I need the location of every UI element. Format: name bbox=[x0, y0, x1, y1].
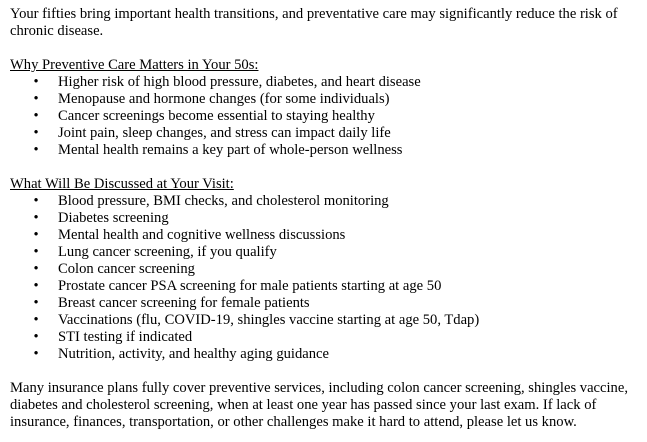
list-item-text: Mental health remains a key part of whole-person wellness bbox=[58, 142, 403, 158]
list-visit-discussion bbox=[10, 193, 639, 363]
list-item-text: Prostate cancer PSA screening for male patients starting at age 50 bbox=[58, 278, 442, 294]
list-item-text: Higher risk of high blood pressure, diabetes, and heart disease bbox=[58, 74, 421, 90]
bullet-icon: • bbox=[33, 74, 39, 90]
list-item bbox=[10, 244, 639, 261]
list-item bbox=[10, 210, 639, 227]
list-item-text: Mental health and cognitive wellness discussions bbox=[58, 227, 346, 243]
list-item-text: Nutrition, activity, and healthy aging guidance bbox=[58, 346, 329, 362]
list-item-text: Menopause and hormone changes (for some individuals) bbox=[58, 91, 390, 107]
list-item bbox=[10, 142, 639, 159]
list-item bbox=[10, 125, 639, 142]
bullet-icon: • bbox=[33, 278, 39, 294]
list-item bbox=[10, 278, 639, 295]
list-item bbox=[10, 193, 639, 210]
section-heading-why-preventive-care: Why Preventive Care Matters in Your 50s: bbox=[10, 57, 259, 73]
list-item-text: Colon cancer screening bbox=[58, 261, 195, 277]
bullet-icon: • bbox=[33, 261, 39, 277]
bullet-icon: • bbox=[33, 244, 39, 260]
list-why-preventive-care bbox=[10, 74, 639, 159]
bullet-icon: • bbox=[33, 346, 39, 362]
list-item-text: Lung cancer screening, if you qualify bbox=[58, 244, 277, 260]
list-item-text: Vaccinations (flu, COVID-19, shingles vaccine starting at age 50, Tdap) bbox=[58, 312, 480, 328]
list-item-text: Diabetes screening bbox=[58, 210, 169, 226]
list-item bbox=[10, 346, 639, 363]
section-heading-visit-discussion: What Will Be Discussed at Your Visit: bbox=[10, 176, 234, 192]
intro-paragraph: Your fifties bring important health transitions, and preventative care may significantly reduce the risk of chronic disease. bbox=[10, 6, 618, 39]
list-item-text: Cancer screenings become essential to staying healthy bbox=[58, 108, 375, 124]
list-item bbox=[10, 91, 639, 108]
closing-paragraph: Many insurance plans fully cover preventive services, including colon cancer screening, shingles vaccine, diabetes and cholesterol screening, when at least one year has passed since your last exam. If lack of insurance, finances, transportation, or other challenges make it hard to attend, please let us know. bbox=[10, 380, 628, 430]
bullet-icon: • bbox=[33, 125, 39, 141]
list-item bbox=[10, 295, 639, 312]
bullet-icon: • bbox=[33, 193, 39, 209]
bullet-icon: • bbox=[33, 108, 39, 124]
bullet-icon: • bbox=[33, 295, 39, 311]
list-item bbox=[10, 108, 639, 125]
list-item bbox=[10, 227, 639, 244]
list-item-text: Blood pressure, BMI checks, and cholesterol monitoring bbox=[58, 193, 389, 209]
list-item bbox=[10, 74, 639, 91]
list-item bbox=[10, 312, 639, 329]
list-item bbox=[10, 329, 639, 346]
bullet-icon: • bbox=[33, 329, 39, 345]
bullet-icon: • bbox=[33, 312, 39, 328]
bullet-icon: • bbox=[33, 227, 39, 243]
list-item-text: Breast cancer screening for female patients bbox=[58, 295, 310, 311]
bullet-icon: • bbox=[33, 91, 39, 107]
list-item bbox=[10, 261, 639, 278]
list-item-text: Joint pain, sleep changes, and stress can impact daily life bbox=[58, 125, 391, 141]
bullet-icon: • bbox=[33, 210, 39, 226]
bullet-icon: • bbox=[33, 142, 39, 158]
list-item-text: STI testing if indicated bbox=[58, 329, 193, 345]
